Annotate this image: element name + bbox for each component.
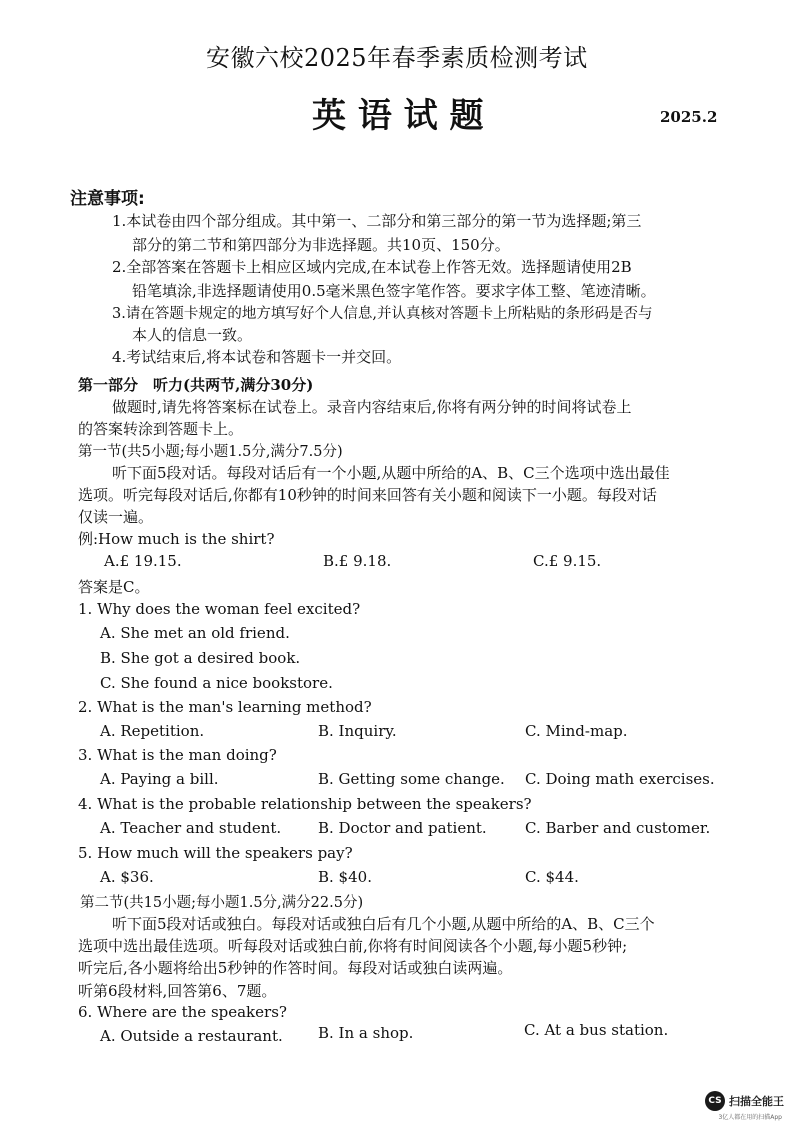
exam-date: 2025.2 — [660, 108, 718, 126]
question-4: 4. What is the probable relationship between the speakers? — [78, 795, 532, 813]
example-question: 例:How much is the shirt? — [78, 530, 275, 548]
notice-heading: 注意事项: — [70, 189, 145, 209]
exam-title: 安徽六校2025年春季素质检测考试 — [206, 44, 588, 72]
q2-option-b: B. Inquiry. — [318, 722, 397, 740]
notice-line: 部分的第二节和第四部分为非选择题。共10页、150分。 — [132, 236, 510, 254]
section2-instructions: 听下面5段对话或独白。每段对话或独白后有几个小题,从题中所给的A、B、C三个 — [112, 915, 655, 933]
section1-instructions: 听下面5段对话。每段对话后有一个小题,从题中所给的A、B、C三个选项中选出最佳 — [112, 464, 670, 482]
notice-line: 3.请在答题卡规定的地方填写好个人信息,并认真核对答题卡上所粘贴的条形码是否与 — [112, 306, 653, 322]
section1-heading: 第一节(共5小题;每小题1.5分,满分7.5分) — [78, 444, 343, 460]
q1-option-c: C. She found a nice bookstore. — [100, 674, 333, 692]
question-2: 2. What is the man's learning method? — [78, 698, 372, 716]
example-answer: 答案是C。 — [78, 578, 150, 596]
part1-intro: 做题时,请先将答案标在试卷上。录音内容结束后,你将有两分钟的时间将试卷上 — [112, 398, 632, 416]
notice-line: 本人的信息一致。 — [132, 326, 253, 344]
q6-option-a: A. Outside a restaurant. — [100, 1027, 283, 1045]
q4-option-a: A. Teacher and student. — [100, 819, 282, 837]
example-option-c: C.£ 9.15. — [533, 552, 602, 570]
question-3: 3. What is the man doing? — [78, 746, 277, 764]
section1-instructions: 仅读一遍。 — [78, 508, 154, 526]
q2-option-a: A. Repetition. — [100, 722, 205, 740]
q3-option-c: C. Doing math exercises. — [525, 770, 715, 788]
q3-option-b: B. Getting some change. — [318, 770, 505, 788]
q1-option-b: B. She got a desired book. — [100, 649, 301, 667]
camscanner-logo-icon: CS — [705, 1091, 725, 1111]
part1-intro: 的答案转涂到答题卡上。 — [78, 420, 244, 438]
q4-option-b: B. Doctor and patient. — [318, 819, 487, 837]
example-option-b: B.£ 9.18. — [323, 552, 392, 570]
question-6: 6. Where are the speakers? — [78, 1003, 287, 1021]
section2-heading: 第二节(共15小题;每小题1.5分,满分22.5分) — [80, 895, 364, 911]
q5-option-c: C. $44. — [525, 868, 579, 886]
notice-line: 1.本试卷由四个部分组成。其中第一、二部分和第三部分的第一节为选择题;第三 — [112, 212, 642, 230]
scanner-watermark — [705, 1091, 784, 1111]
section2-instructions: 听完后,各小题将给出5秒钟的作答时间。每段对话或独白读两遍。 — [78, 959, 513, 977]
q5-option-a: A. $36. — [100, 868, 154, 886]
q5-option-b: B. $40. — [318, 868, 372, 886]
notice-line: 2.全部答案在答题卡上相应区域内完成,在本试卷上作答无效。选择题请使用2B — [112, 258, 632, 276]
watermark-name: 扫描全能王 — [729, 1095, 784, 1108]
q6-option-c: C. At a bus station. — [524, 1021, 669, 1039]
example-option-a: A.£ 19.15. — [104, 552, 182, 570]
watermark-tagline: 3亿人都在用的扫描App — [718, 1114, 782, 1121]
material-instruction: 听第6段材料,回答第6、7题。 — [78, 982, 277, 1000]
section1-instructions: 选项。听完每段对话后,你都有10秒钟的时间来回答有关小题和阅读下一小题。每段对话 — [78, 486, 657, 504]
q1-option-a: A. She met an old friend. — [100, 624, 290, 642]
question-5: 5. How much will the speakers pay? — [78, 844, 353, 862]
notice-line: 铅笔填涂,非选择题请使用0.5毫米黑色签字笔作答。要求字体工整、笔迹清晰。 — [132, 282, 656, 300]
q6-option-b: B. In a shop. — [318, 1024, 414, 1042]
q2-option-c: C. Mind-map. — [525, 722, 628, 740]
q3-option-a: A. Paying a bill. — [100, 770, 219, 788]
notice-line: 4.考试结束后,将本试卷和答题卡一并交回。 — [112, 348, 402, 366]
part1-heading: 第一部分 听力(共两节,满分30分) — [78, 376, 314, 394]
subject-title: 英 语 试 题 — [312, 96, 484, 136]
question-1: 1. Why does the woman feel excited? — [78, 600, 361, 618]
section2-instructions: 选项中选出最佳选项。听每段对话或独白前,你将有时间阅读各个小题,每小题5秒钟; — [78, 937, 628, 955]
q4-option-c: C. Barber and customer. — [525, 819, 711, 837]
